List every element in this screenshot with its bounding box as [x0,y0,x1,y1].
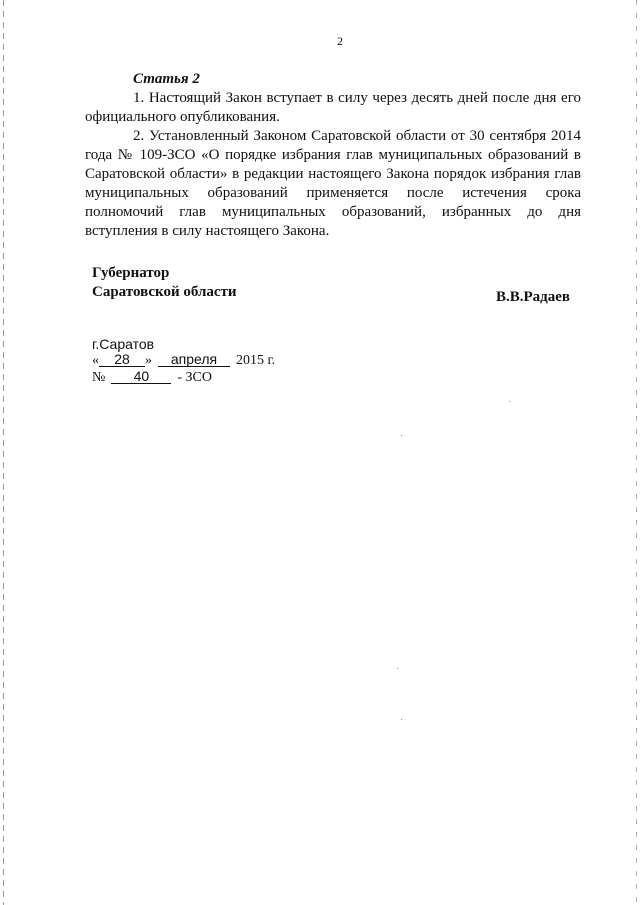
scan-right-edge [636,0,637,905]
scan-speck [509,401,510,402]
article-paragraph-2: 2. Установленный Законом Саратовской области от 30 сентября 2014 года № 109-ЗСО «О порядке избрания глав муниципальных образований в Саратовской области» в редакции настоящего Закона порядок избрания глав муниципальных образований применяется после истечения срока полномочий глав муниципальных образований, избранных до дня вступления в силу настоящего Закона. [85,128,581,239]
signature-title-line2: Саратовской области [92,284,237,300]
place-of-signing: г.Саратов [92,336,155,352]
date-month: апреля [158,352,230,367]
signatory-name: В.В.Радаев [496,289,571,305]
signature-title [92,264,237,302]
date-year: 2015 г. [236,353,276,368]
date-day: 28 [99,352,145,367]
signature-title-line1: Губернатор [92,265,170,281]
scan-speck [401,435,402,436]
number-prefix: № [92,370,106,385]
scan-speck [397,668,398,669]
scan-left-edge [3,0,4,905]
date-line [92,352,275,370]
article-paragraph-1: 1. Настоящий Закон вступает в силу через десять дней после дня его официального опубликования. [85,90,581,125]
law-number-line [92,369,212,387]
scan-speck [401,719,402,720]
number-suffix: - ЗСО [177,370,212,385]
article-section [85,70,581,241]
date-close-quote: » [145,353,152,368]
page-number: 2 [337,34,343,48]
law-number: 40 [111,369,171,384]
article-heading: Статья 2 [133,71,200,87]
date-open-quote: « [92,353,99,368]
